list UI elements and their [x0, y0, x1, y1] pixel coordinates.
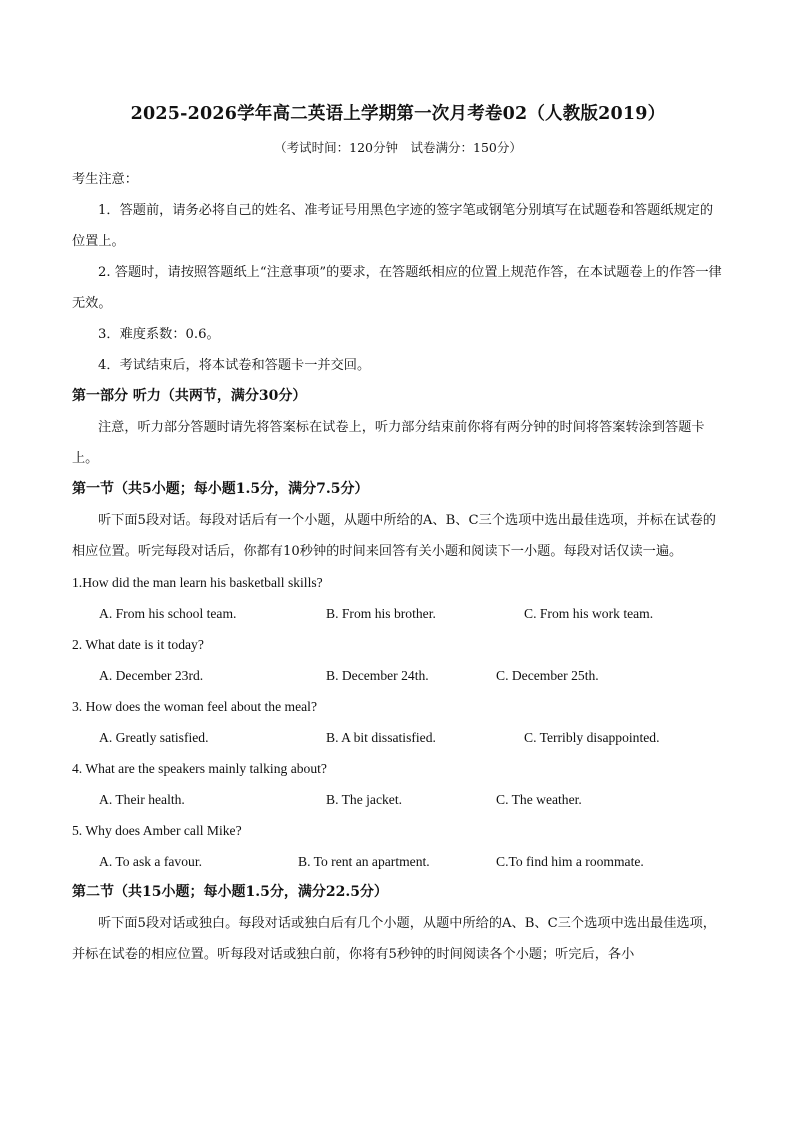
- exam-subtitle: （考试时间：120分钟 试卷满分：150分）: [274, 140, 522, 155]
- exam-page: [72, 100, 724, 970]
- question-options: [72, 846, 724, 877]
- notice-item-4: 4．考试结束后，将本试卷和答题卡一并交回。: [98, 358, 371, 373]
- option-c[interactable]: C. The weather.: [496, 792, 582, 807]
- section1-instruction: 听下面5段对话。每段对话后有一个小题，从题中所给的A、B、C三个选项中选出最佳选项，并标在试卷的相应位置。听完每段对话后，你都有10秒钟的时间来回答有关小题和阅读下一小题。每段对话仅读一遍。: [72, 513, 716, 559]
- option-b[interactable]: B. From his brother.: [326, 606, 436, 621]
- option-c[interactable]: C.To find him a roommate.: [496, 854, 644, 869]
- option-b[interactable]: B. The jacket.: [326, 792, 403, 807]
- notice-item-1: 1．答题前，请务必将自己的姓名、准考证号用黑色字迹的签字笔或钢笔分别填写在试题卷和答题纸规定的位置上。: [72, 203, 714, 249]
- question-text: 3. How does the woman feel about the meal?: [72, 699, 317, 714]
- question-2: [72, 629, 724, 691]
- question-4: [72, 753, 724, 815]
- option-a[interactable]: A. From his school team.: [99, 606, 237, 621]
- section2-instruction: 听下面5段对话或独白。每段对话或独白后有几个小题，从题中所给的A、B、C三个选项中选出最佳选项，并标在试卷的相应位置。听每段对话或独白前，你将有5秒钟的时间阅读各个小题；听完后，各小: [72, 916, 716, 962]
- option-a[interactable]: A. December 23rd.: [99, 668, 204, 683]
- option-c[interactable]: C. Terribly disappointed.: [524, 730, 660, 745]
- part1-note: 注意，听力部分答题时请先将答案标在试卷上，听力部分结束前你将有两分钟的时间将答案转涂到答题卡上。: [72, 420, 705, 466]
- question-options: [72, 722, 724, 753]
- option-c[interactable]: C. December 25th.: [496, 668, 599, 683]
- notice-heading: 考生注意：: [72, 172, 138, 187]
- option-a[interactable]: A. Greatly satisfied.: [99, 730, 209, 745]
- option-c[interactable]: C. From his work team.: [524, 606, 654, 621]
- question-1: [72, 567, 724, 629]
- question-3: [72, 691, 724, 753]
- option-b[interactable]: B. A bit dissatisfied.: [326, 730, 436, 745]
- notice-item-3: 3．难度系数：0.6。: [98, 327, 220, 342]
- question-options: [72, 598, 724, 629]
- option-a[interactable]: A. To ask a favour.: [99, 854, 202, 869]
- section2-heading: 第二节（共15小题；每小题1.5分，满分22.5分）: [72, 884, 388, 900]
- section1-heading: 第一节（共5小题；每小题1.5分，满分7.5分）: [72, 481, 369, 497]
- question-text: 1.How did the man learn his basketball skills?: [72, 575, 323, 590]
- option-b[interactable]: B. December 24th.: [326, 668, 429, 683]
- question-text: 4. What are the speakers mainly talking about?: [72, 761, 327, 776]
- option-b[interactable]: B. To rent an apartment.: [298, 854, 430, 869]
- exam-title: 2025-2026学年高二英语上学期第一次月考卷02（人教版2019）: [130, 104, 666, 124]
- question-5: [72, 815, 724, 877]
- option-a[interactable]: A. Their health.: [99, 792, 185, 807]
- question-text: 5. Why does Amber call Mike?: [72, 823, 242, 838]
- notice-item-2: 2. 答题时，请按照答题纸上“注意事项”的要求，在答题纸相应的位置上规范作答，在本试题卷上的作答一律无效。: [72, 265, 722, 311]
- question-options: [72, 784, 724, 815]
- part1-heading: 第一部分 听力（共两节，满分30分）: [72, 388, 307, 404]
- question-options: [72, 660, 724, 691]
- question-text: 2. What date is it today?: [72, 637, 204, 652]
